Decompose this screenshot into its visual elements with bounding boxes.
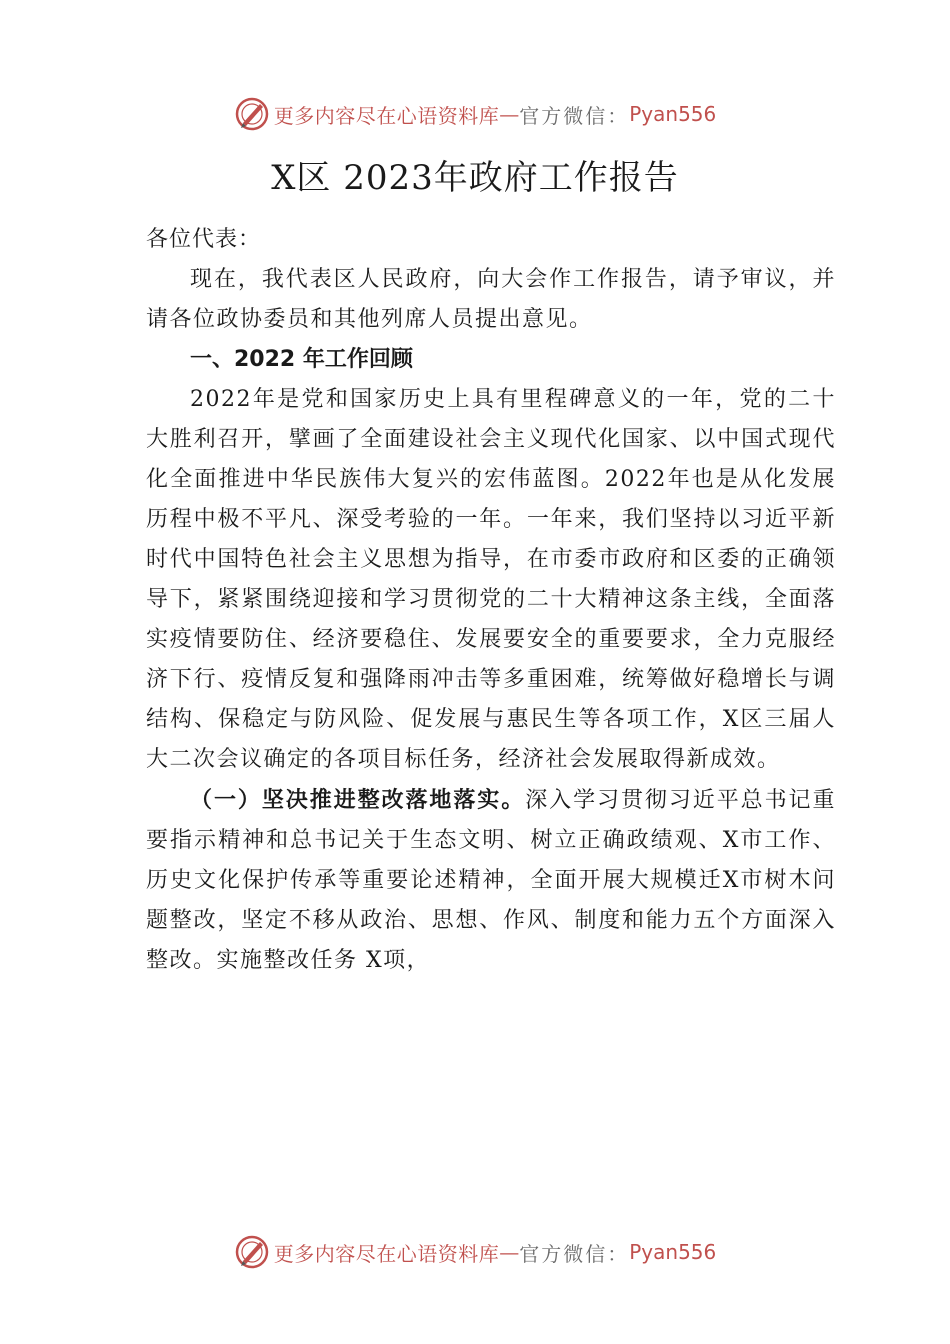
footer-watermark bbox=[0, 1232, 950, 1272]
section1-paragraph: 2022年是党和国家历史上具有里程碑意义的一年，党的二十大胜利召开，擘画了全面建设社会主义现代化国家、以中国式现代化全面推进中华民族伟大复兴的宏伟蓝图。2022年也是从化发展历程中极不平凡、深受考验的一年。一年来，我们坚持以习近平新时代中国特色社会主义思想为指导，在市委市政府和区委的正确领导下，紧紧围绕迎接和学习贯彻党的二十大精神这条主线，全面落实疫情要防住、经济要稳住、发展要安全的重要要求，全力克服经济下行、疫情反复和强降雨冲击等多重困难，统筹做好稳增长与调结构、保稳定与防风险、促发展与惠民生等各项工作，X区三届人大二次会议确定的各项目标任务，经济社会发展取得新成效。 bbox=[146, 387, 836, 772]
watermark-main-text: 更多内容尽在心语资料库 bbox=[273, 103, 500, 128]
intro-paragraph: 现在，我代表区人民政府，向大会作工作报告，请予审议，并请各位政协委员和其他列席人员提出意见。 bbox=[146, 267, 836, 332]
watermark-wechat-id: Pyan556 bbox=[629, 102, 717, 126]
watermark-official-label: 官方微信： bbox=[519, 103, 630, 128]
salutation: 各位代表： bbox=[146, 227, 262, 252]
watermark-wechat-id: Pyan556 bbox=[629, 1240, 717, 1264]
watermark-dash: — bbox=[499, 102, 520, 126]
header-watermark bbox=[0, 94, 950, 134]
document-title: X区 2023年政府工作报告 bbox=[271, 158, 679, 198]
document-body bbox=[146, 220, 836, 981]
section-heading-1: 一、2022 年工作回顾 bbox=[190, 347, 413, 372]
subsection-heading-1: （一）坚决推进整改落地落实。 bbox=[190, 787, 526, 813]
subsection-paragraph-1 bbox=[146, 780, 836, 981]
pen-logo-icon bbox=[234, 1234, 270, 1270]
subsection-body-1: 深入学习贯彻习近平总书记重要指示精神和总书记关于生态文明、树立正确政绩观、X市工作、历史文化保护传承等重要论述精神，全面开展大规模迁X市树木问题整改，坚定不移从政治、思想、作风、制度和能力五个方面深入整改。实施整改任务 X项， bbox=[146, 788, 836, 973]
pen-logo-icon bbox=[234, 96, 270, 132]
watermark-official-label: 官方微信： bbox=[519, 1241, 630, 1266]
watermark-dash: — bbox=[499, 1240, 520, 1264]
watermark-main-text: 更多内容尽在心语资料库 bbox=[273, 1241, 500, 1266]
